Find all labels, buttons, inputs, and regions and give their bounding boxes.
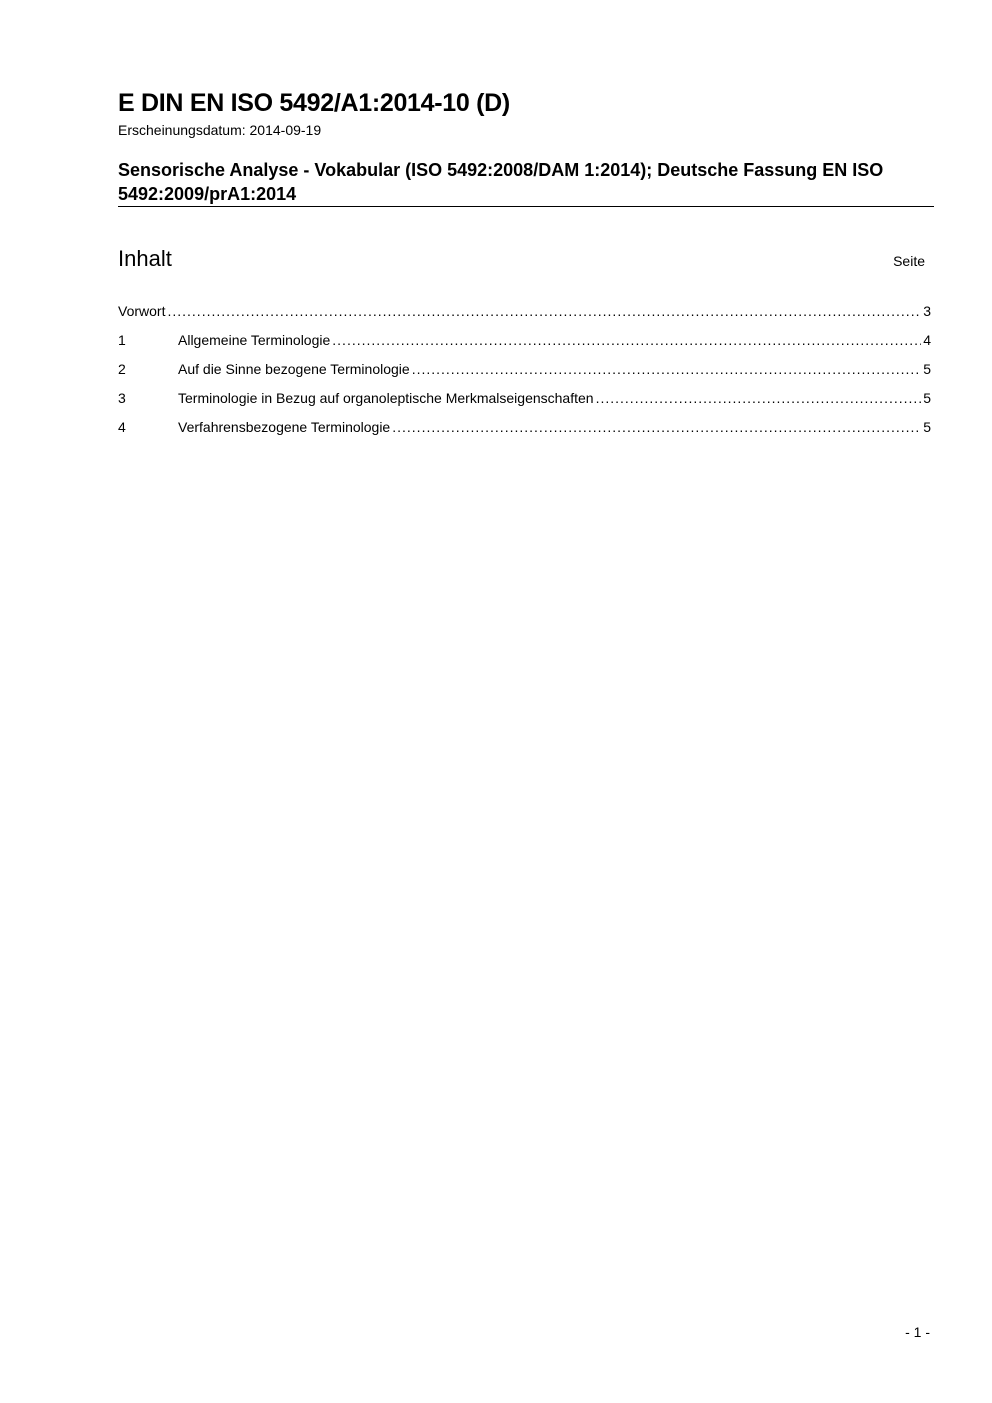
toc-entry-page: 5 — [923, 390, 931, 406]
toc-heading: Inhalt — [118, 246, 172, 271]
toc-entry-number: 1 — [118, 332, 126, 348]
toc-entry-page: 5 — [923, 419, 931, 435]
toc-leader-dots — [332, 331, 921, 349]
toc-entry-3[interactable] — [118, 389, 931, 418]
footer-page-number: - 1 - — [905, 1324, 930, 1340]
toc-entry-number: 2 — [118, 361, 126, 377]
toc-entry-2[interactable] — [118, 360, 931, 389]
toc-leader-dots — [392, 418, 921, 436]
toc-entry-page: 4 — [923, 332, 931, 348]
toc-entry-title: Terminologie in Bezug auf organoleptische Merkmalseigenschaften — [178, 390, 594, 406]
toc-page-column-label: Seite — [893, 253, 925, 269]
toc-entry-title: Allgemeine Terminologie — [178, 332, 331, 348]
table-of-contents — [118, 302, 931, 447]
toc-entry-page: 5 — [923, 361, 931, 377]
toc-entry-page: 3 — [923, 303, 931, 319]
toc-entry-title: Vorwort — [118, 303, 166, 319]
toc-leader-dots — [167, 302, 921, 320]
toc-entry-number: 4 — [118, 419, 126, 435]
toc-entry-title: Verfahrensbezogene Terminologie — [178, 419, 391, 435]
toc-entry-4[interactable] — [118, 418, 931, 447]
toc-entry-vorwort[interactable] — [118, 302, 931, 331]
toc-entry-1[interactable] — [118, 331, 931, 360]
toc-leader-dots — [412, 360, 922, 378]
document-subtitle: Sensorische Analyse - Vokabular (ISO 5492:2008/DAM 1:2014); Deutsche Fassung EN ISO 5492:2009/prA1:2014 — [118, 160, 884, 204]
toc-leader-dots — [596, 389, 922, 407]
header-divider — [118, 206, 934, 207]
document-id: E DIN EN ISO 5492/A1:2014-10 (D) — [118, 89, 510, 117]
toc-entry-title: Auf die Sinne bezogene Terminologie — [178, 361, 410, 377]
publication-date: Erscheinungsdatum: 2014-09-19 — [118, 122, 322, 138]
toc-entry-number: 3 — [118, 390, 126, 406]
